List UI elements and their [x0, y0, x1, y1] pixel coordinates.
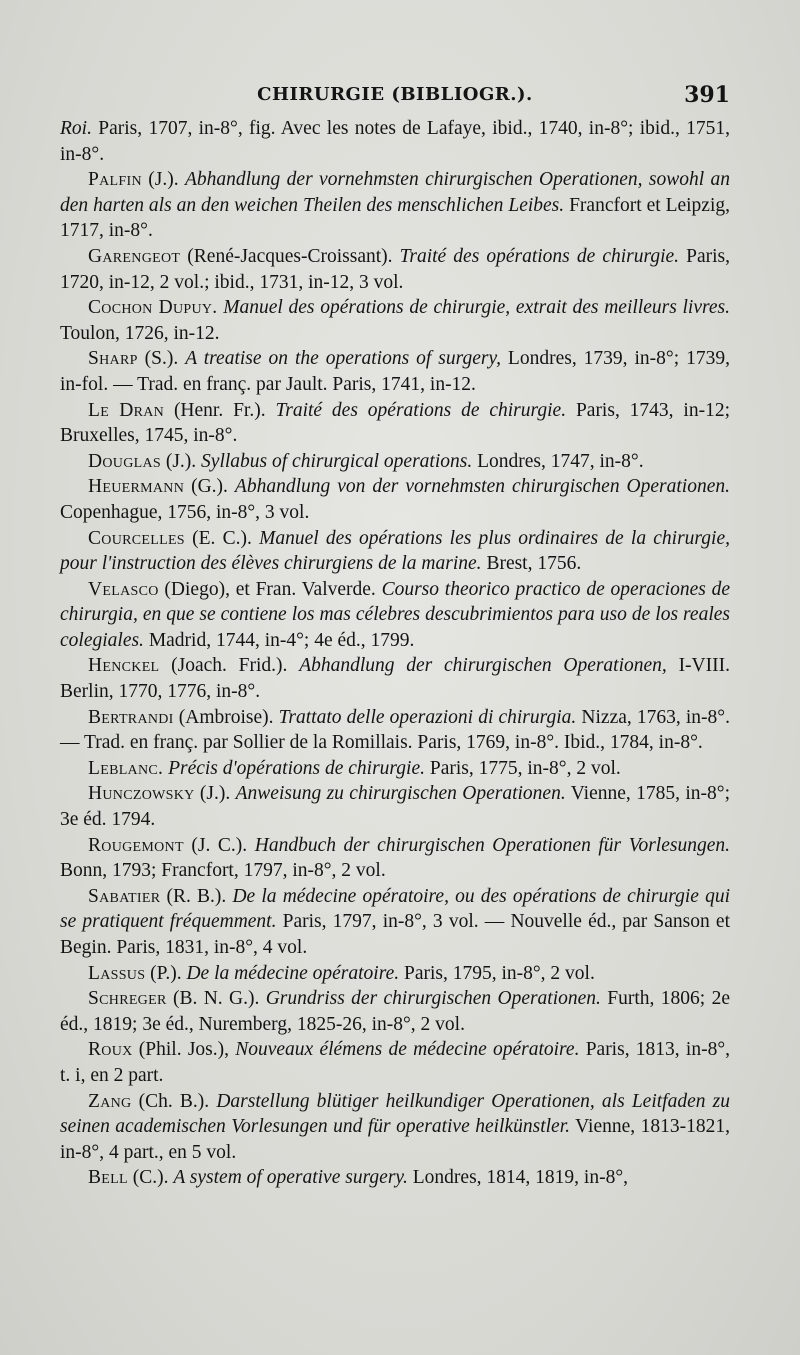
entry-lassus: Lassus (P.). De la médecine opératoire. Paris, 1795, in-8°, 2 vol. [88, 962, 595, 984]
entry-sabatier: Sabatier (R. B.). De la médecine opératoire, ou des opérations de chirurgie qui se pratiquent fréquemment. Paris, 1797, in-8°, 3 vol. — Nouvelle éd., par Sanson et Begin. Paris, 1831, in-8°, 4 vol. [60, 885, 730, 958]
entry-le-dran: Le Dran (Henr. Fr.). Traité des opérations de chirurgie. Paris, 1743, in-12; Bruxelles, 1745, in-8°. [60, 399, 731, 447]
page-number: 391 [684, 82, 730, 108]
entry-zang: Zang (Ch. B.). Darstellung blütiger heilkundiger Operationen, als Leitfaden zu seinen academischen Vorlesungen und für operative heilkünstler. Vienne, 1813-1821, in-8°, 4 part., en 5 vol. [60, 1090, 730, 1163]
bibliography-text [60, 116, 730, 1191]
entry-heuermann: Heuermann (G.). Abhandlung von der vornehmsten chirurgischen Operationen. Copenhague, 1756, in-8°, 3 vol. [60, 476, 730, 523]
entry-hunczowsky: Hunczowsky (J.). Anweisung zu chirurgischen Operationen. Vienne, 1785, in-8°; 3e éd. 1794. [60, 783, 731, 831]
entry-velasco: Velasco (Diego), et Fran. Valverde. Courso theorico practico de operaciones de chirurgia, en que se contiene los mas célebres descubrimientos para uso de los reales colegiales. Madrid, 1744, in-4°; 4e éd., 1799. [60, 578, 730, 651]
entry-cochon-dupuy: Cochon Dupuy. Manuel des opérations de chirurgie, extrait des meilleurs livres. Toulon, 1726, in-12. [60, 297, 730, 344]
entry-garengeot: Garengeot (René-Jacques-Croissant). Traité des opérations de chirurgie. Paris, 1720, in-12, 2 vol.; ibid., 1731, in-12, 3 vol. [60, 245, 731, 293]
entry-palfin: Palfin (J.). Abhandlung der vornehmsten chirurgischen Operationen, sowohl an den harten als an den weichen Theilen des menschlichen Leibes. Francfort et Leipzig, 1717, in-8°. [60, 169, 731, 242]
entry-rougemont: Rougemont (J. C.). Handbuch der chirurgischen Operationen für Vorlesungen. Bonn, 1793; Francfort, 1797, in-8°, 2 vol. [60, 834, 730, 882]
entry-continuation: Roi. Paris, 1707, in-8°, fig. Avec les notes de Lafaye, ibid., 1740, in-8°; ibid., 1751, in-8°. [60, 118, 730, 165]
page-header [60, 84, 730, 114]
entry-bell: Bell (C.). A system of operative surgery. Londres, 1814, 1819, in-8°, [88, 1167, 628, 1189]
entry-henckel: Henckel (Joach. Frid.). Abhandlung der chirurgischen Operationen, I-VIII. Berlin, 1770, 1776, in-8°. [60, 655, 730, 703]
entry-leblanc: Leblanc. Précis d'opérations de chirurgie. Paris, 1775, in-8°, 2 vol. [88, 757, 621, 779]
running-title: CHIRURGIE (BIBLIOGR.). [257, 84, 533, 105]
entry-douglas: Douglas (J.). Syllabus of chirurgical operations. Londres, 1747, in-8°. [88, 450, 644, 472]
entry-roux: Roux (Phil. Jos.), Nouveaux élémens de médecine opératoire. Paris, 1813, in-8°, t. i, en 2 part. [60, 1039, 730, 1086]
entry-schreger: Schreger (B. N. G.). Grundriss der chirurgischen Operationen. Furth, 1806; 2e éd., 1819; 3e éd., Nuremberg, 1825-26, in-8°, 2 vol. [60, 988, 730, 1035]
entry-bertrandi: Bertrandi (Ambroise). Trattato delle operazioni di chirurgia. Nizza, 1763, in-8°. — Trad. en franç. par Sollier de la Romillais. Paris, 1769, in-8°. Ibid., 1784, in-8°. [60, 706, 730, 754]
entry-sharp: Sharp (S.). A treatise on the operations of surgery, Londres, 1739, in-8°; 1739, in-fol. — Trad. en franç. par Jault. Paris, 1741, in-12. [60, 348, 730, 395]
entry-courcelles: Courcelles (E. C.). Manuel des opérations les plus ordinaires de la chirurgie, pour l'instruction des élèves chirurgiens de la marine. Brest, 1756. [60, 527, 731, 575]
